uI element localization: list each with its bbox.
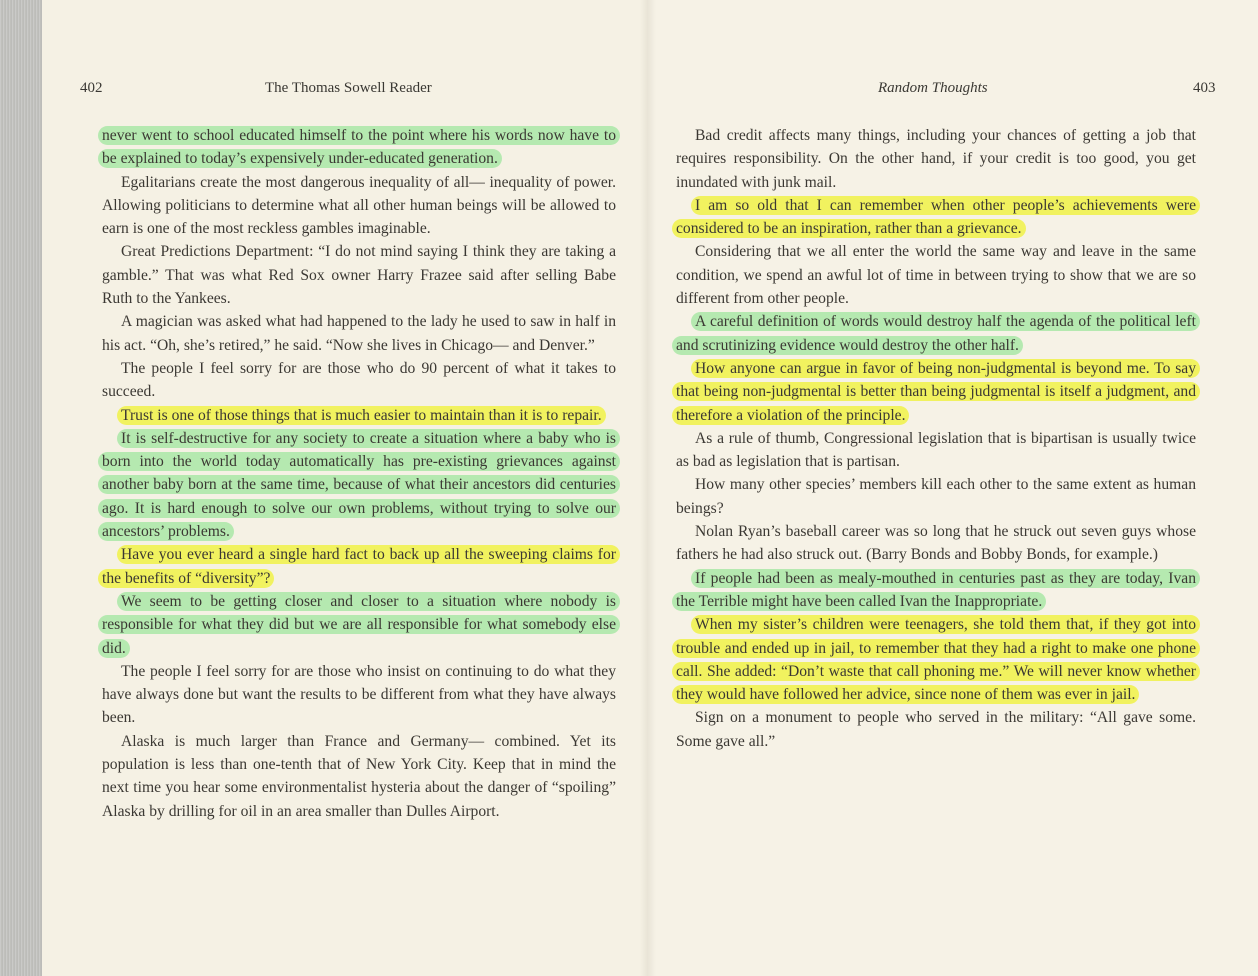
paragraph-text: Sign on a monument to people who served in the military: “All gave some. Some gave all.” — [676, 709, 1196, 750]
paragraph-text: The people I feel sorry for are those who insist on continuing to do what they have always done but want the results to be different from what they have always been. — [102, 662, 616, 727]
paragraph — [676, 357, 1196, 427]
paragraph — [676, 427, 1196, 474]
paragraph — [102, 543, 616, 590]
paragraph — [676, 613, 1196, 706]
book-gutter — [640, 0, 656, 976]
paragraph — [102, 660, 616, 730]
right-page-number: 403 — [1193, 80, 1216, 96]
paragraph — [102, 124, 616, 171]
left-running-head: The Thomas Sowell Reader — [265, 80, 432, 96]
highlighted-green-text: It is self-destructive for any society to create a situation where a baby who is born into the world today automatically has pre-existing grievances against another baby born at the same time, because of what their ancestors did centuries ago. It is hard enough to solve our own problems, without trying to solve our ancestors’ problems. — [98, 429, 620, 541]
highlighted-yellow-text: When my sister’s children were teenagers, she told them that, if they got into trouble and ended up in jail, to remember that they had a right to make one phone call. She added: “Don’t waste that call phoning me.” We will never know whether they would have followed her advice, since none of them was ever in jail. — [672, 615, 1200, 704]
highlighted-yellow-text: I am so old that I can remember when other people’s achievements were considered to be an inspiration, rather than a grievance. — [672, 196, 1200, 238]
paragraph — [102, 404, 616, 427]
paragraph — [102, 427, 616, 543]
highlighted-yellow-text: Have you ever heard a single hard fact to back up all the sweeping claims for the benefits of “diversity”? — [98, 545, 620, 587]
paragraph-text: Egalitarians create the most dangerous inequality of all— inequality of power. Allowing politicians to determine what all other human beings will be allowed to earn is one of the most reckless gambles imaginable. — [102, 173, 616, 238]
highlighted-green-text: We seem to be getting closer and closer to a situation where nobody is responsible for what they did but we are all responsible for what somebody else did. — [98, 592, 620, 658]
paragraph-text: Bad credit affects many things, including your chances of getting a job that requires responsibility. On the other hand, if your credit is too good, you get inundated with junk mail. — [676, 127, 1196, 191]
highlighted-yellow-text: How anyone can argue in favor of being non-judgmental is beyond me. To say that being non-judgmental is better than being judgmental is itself a judgment, and therefore a violation of the principle. — [672, 359, 1200, 425]
paragraph — [102, 171, 616, 241]
book-page-edges — [0, 0, 42, 976]
paragraph-text: The people I feel sorry for are those who do 90 percent of what it takes to succeed. — [102, 359, 616, 401]
highlighted-green-text: never went to school educated himself to the point where his words now have to be explained to today’s expensively under-educated generation. — [98, 126, 620, 168]
left-page-text — [102, 124, 616, 823]
paragraph — [676, 310, 1196, 357]
paragraph — [676, 520, 1196, 567]
right-page-text — [676, 124, 1196, 753]
paragraph-text: Nolan Ryan’s baseball career was so long that he struck out seven guys whose fathers he had also struck out. (Barry Bonds and Bobby Bonds, for example.) — [676, 523, 1196, 564]
right-running-head: Random Thoughts — [878, 80, 988, 96]
paragraph-text: Alaska is much larger than France and Germany— combined. Yet its population is less than one-tenth that of New York City. Keep that in mind the next time you hear some environmentalist hysteria about the danger of “spoiling” Alaska by drilling for oil in an area smaller than Dulles Airport. — [102, 732, 616, 820]
paragraph-text: A magician was asked what had happened to the lady he used to saw in half in his act. “Oh, she’s retired,” he said. “Now she lives in Chicago— and Denver.” — [102, 313, 616, 354]
paragraph — [102, 357, 616, 404]
paragraph-text: As a rule of thumb, Congressional legislation that is bipartisan is usually twice as bad as legislation that is partisan. — [676, 429, 1196, 471]
highlighted-green-text: A careful definition of words would destroy half the agenda of the political left and scrutinizing evidence would destroy the other half. — [672, 312, 1200, 354]
highlighted-green-text: If people had been as mealy-mouthed in centuries past as they are today, Ivan the Terrible might have been called Ivan the Inappropriate. — [672, 569, 1200, 611]
paragraph — [676, 567, 1196, 614]
paragraph — [676, 124, 1196, 194]
paragraph — [676, 473, 1196, 520]
paragraph — [102, 590, 616, 660]
paragraph — [676, 194, 1196, 241]
paragraph — [676, 240, 1196, 310]
paragraph — [102, 730, 616, 823]
paragraph-text: Considering that we all enter the world the same way and leave in the same condition, we spend an awful lot of time in between trying to show that we are so different from other people. — [676, 243, 1196, 308]
paragraph — [102, 310, 616, 357]
paragraph — [102, 240, 616, 310]
left-page-number: 402 — [80, 80, 103, 96]
paragraph — [676, 706, 1196, 753]
highlighted-yellow-text: Trust is one of those things that is much easier to maintain than it is to repair. — [117, 406, 606, 425]
paragraph-text: Great Predictions Department: “I do not mind saying I think they are taking a gamble.” That was what Red Sox owner Harry Frazee said after selling Babe Ruth to the Yankees. — [102, 243, 616, 308]
paragraph-text: How many other species’ members kill each other to the same extent as human beings? — [676, 476, 1196, 517]
